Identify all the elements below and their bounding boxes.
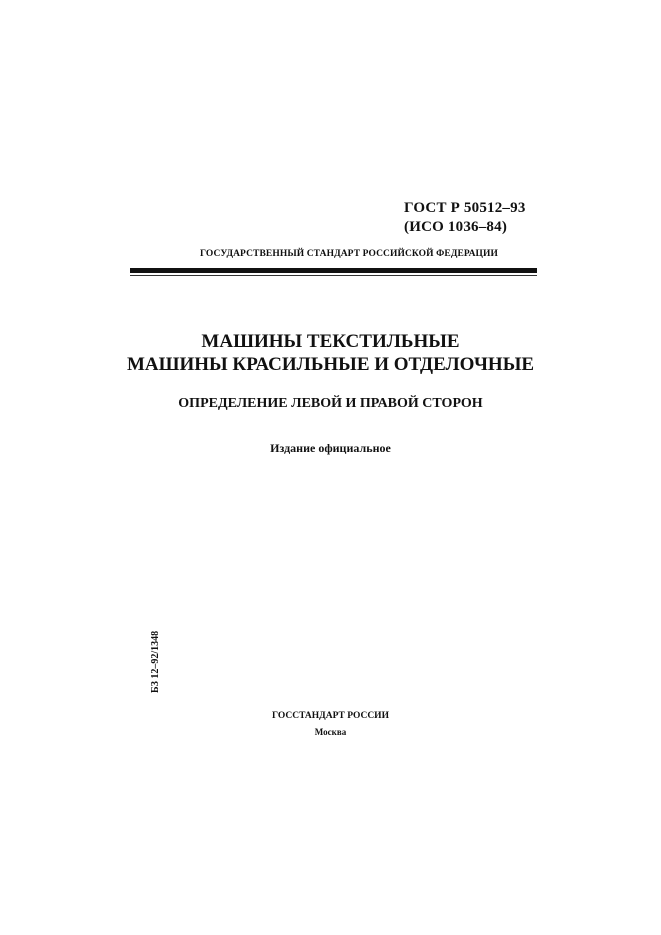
- document-subtitle: ОПРЕДЕЛЕНИЕ ЛЕВОЙ И ПРАВОЙ СТОРОН: [178, 396, 483, 411]
- header-rule-thin: [130, 275, 537, 276]
- iso-code: (ИСО 1036–84): [404, 219, 508, 235]
- publication-city: Москва: [314, 727, 347, 737]
- title-line-1: МАШИНЫ ТЕКСТИЛЬНЫЕ: [201, 331, 460, 352]
- publisher: ГОССТАНДАРТ РОССИИ: [272, 711, 389, 721]
- edition-label: Издание официальное: [270, 441, 391, 455]
- gost-code: ГОСТ Р 50512–93: [404, 200, 526, 216]
- standard-designation: [404, 199, 526, 237]
- standard-type: ГОСУДАРСТВЕННЫЙ СТАНДАРТ РОССИЙСКОЙ ФЕДЕРАЦИИ: [200, 249, 499, 259]
- header-rule-thick: [130, 268, 537, 273]
- document-title: [0, 330, 661, 376]
- title-line-2: МАШИНЫ КРАСИЛЬНЫЕ И ОТДЕЛОЧНЫЕ: [126, 354, 535, 375]
- side-publication-code: БЗ 12–92/1348: [150, 630, 161, 693]
